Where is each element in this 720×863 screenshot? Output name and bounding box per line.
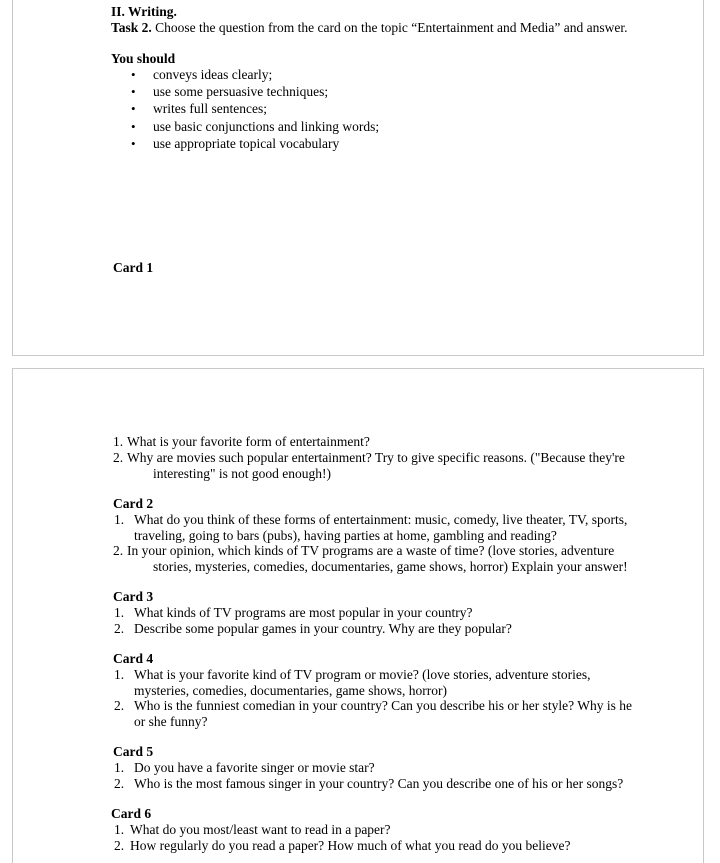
question-number: 2.	[114, 698, 125, 713]
question-text: What kinds of TV programs are most popular in your country?	[134, 605, 473, 620]
bullet-icon: •	[131, 84, 136, 100]
question-number: 1.	[114, 822, 125, 837]
list-item	[131, 119, 379, 136]
list-item	[131, 84, 379, 101]
question-text: What do you most/least want to read in a paper?	[130, 822, 391, 837]
task-text: Choose the question from the card on the topic “Entertainment and Media” and answer.	[151, 20, 628, 35]
bullet-icon: •	[131, 118, 136, 134]
question-text: What is your favorite kind of TV program or movie? (love stories, adventure stories,	[134, 667, 591, 682]
question-text-continued: interesting" is not good enough!)	[153, 466, 331, 481]
question-text-continued: traveling, going to bars (pubs), having parties at home, gambling and reading?	[134, 528, 557, 543]
list-item	[131, 136, 379, 153]
question-text: Describe some popular games in your country. Why are they popular?	[134, 621, 512, 636]
bullet-icon: •	[131, 67, 136, 82]
question-number: 1.	[114, 760, 125, 775]
task-instruction	[111, 20, 628, 36]
question-text: What do you think of these forms of entertainment: music, comedy, live theater, TV, sports,	[134, 512, 628, 527]
requirement-text: use appropriate topical vocabulary	[153, 135, 340, 151]
card-3-title: Card 3	[113, 589, 154, 604]
requirement-text: use some persuasive techniques;	[153, 84, 329, 100]
card-5-title: Card 5	[113, 744, 154, 759]
question-text: In your opinion, which kinds of TV programs are a waste of time? (love stories, adventure	[127, 543, 615, 558]
question-text: What is your favorite form of entertainment?	[127, 434, 370, 449]
list-item	[131, 101, 379, 118]
question-number: 2.	[113, 450, 124, 465]
requirement-text: conveys ideas clearly;	[153, 67, 273, 82]
section-title: II. Writing.	[111, 4, 177, 19]
question-number: 1.	[114, 605, 125, 620]
question-number: 1.	[114, 667, 125, 682]
card-1-title: Card 1	[113, 260, 154, 275]
bullet-icon: •	[131, 101, 136, 117]
question-number: 2.	[113, 543, 124, 558]
question-text: Who is the most famous singer in your country? Can you describe one of his or her songs?	[134, 776, 624, 791]
question-text-continued: or she funny?	[134, 714, 208, 729]
card-2-title: Card 2	[113, 496, 154, 511]
requirements-list	[131, 67, 379, 153]
question-text: How regularly do you read a paper? How much of what you read do you believe?	[130, 838, 571, 853]
card-4-title: Card 4	[113, 651, 154, 666]
question-number: 2.	[114, 621, 125, 636]
question-text: Do you have a favorite singer or movie star?	[134, 760, 375, 775]
list-item	[131, 67, 379, 84]
question-text-continued: mysteries, comedies, documentaries, game shows, horror)	[134, 683, 448, 698]
question-text-continued: stories, mysteries, comedies, documentaries, game shows, horror) Explain your answer!	[153, 559, 628, 574]
requirement-text: use basic conjunctions and linking words;	[153, 118, 380, 134]
question-text: Who is the funniest comedian in your country? Can you describe his or her style? Why is he	[134, 698, 633, 713]
requirements-heading: You should	[111, 51, 176, 66]
task-label: Task 2.	[111, 20, 152, 35]
question-number: 1.	[113, 434, 124, 449]
card-6-title: Card 6	[111, 806, 152, 821]
requirement-text: writes full sentences;	[153, 101, 267, 117]
question-number: 2.	[114, 776, 125, 791]
bullet-icon: •	[131, 135, 136, 151]
question-text: Why are movies such popular entertainment? Try to give specific reasons. ("Because they're	[127, 450, 625, 465]
question-number: 1.	[114, 512, 125, 527]
question-number: 2.	[114, 838, 125, 853]
